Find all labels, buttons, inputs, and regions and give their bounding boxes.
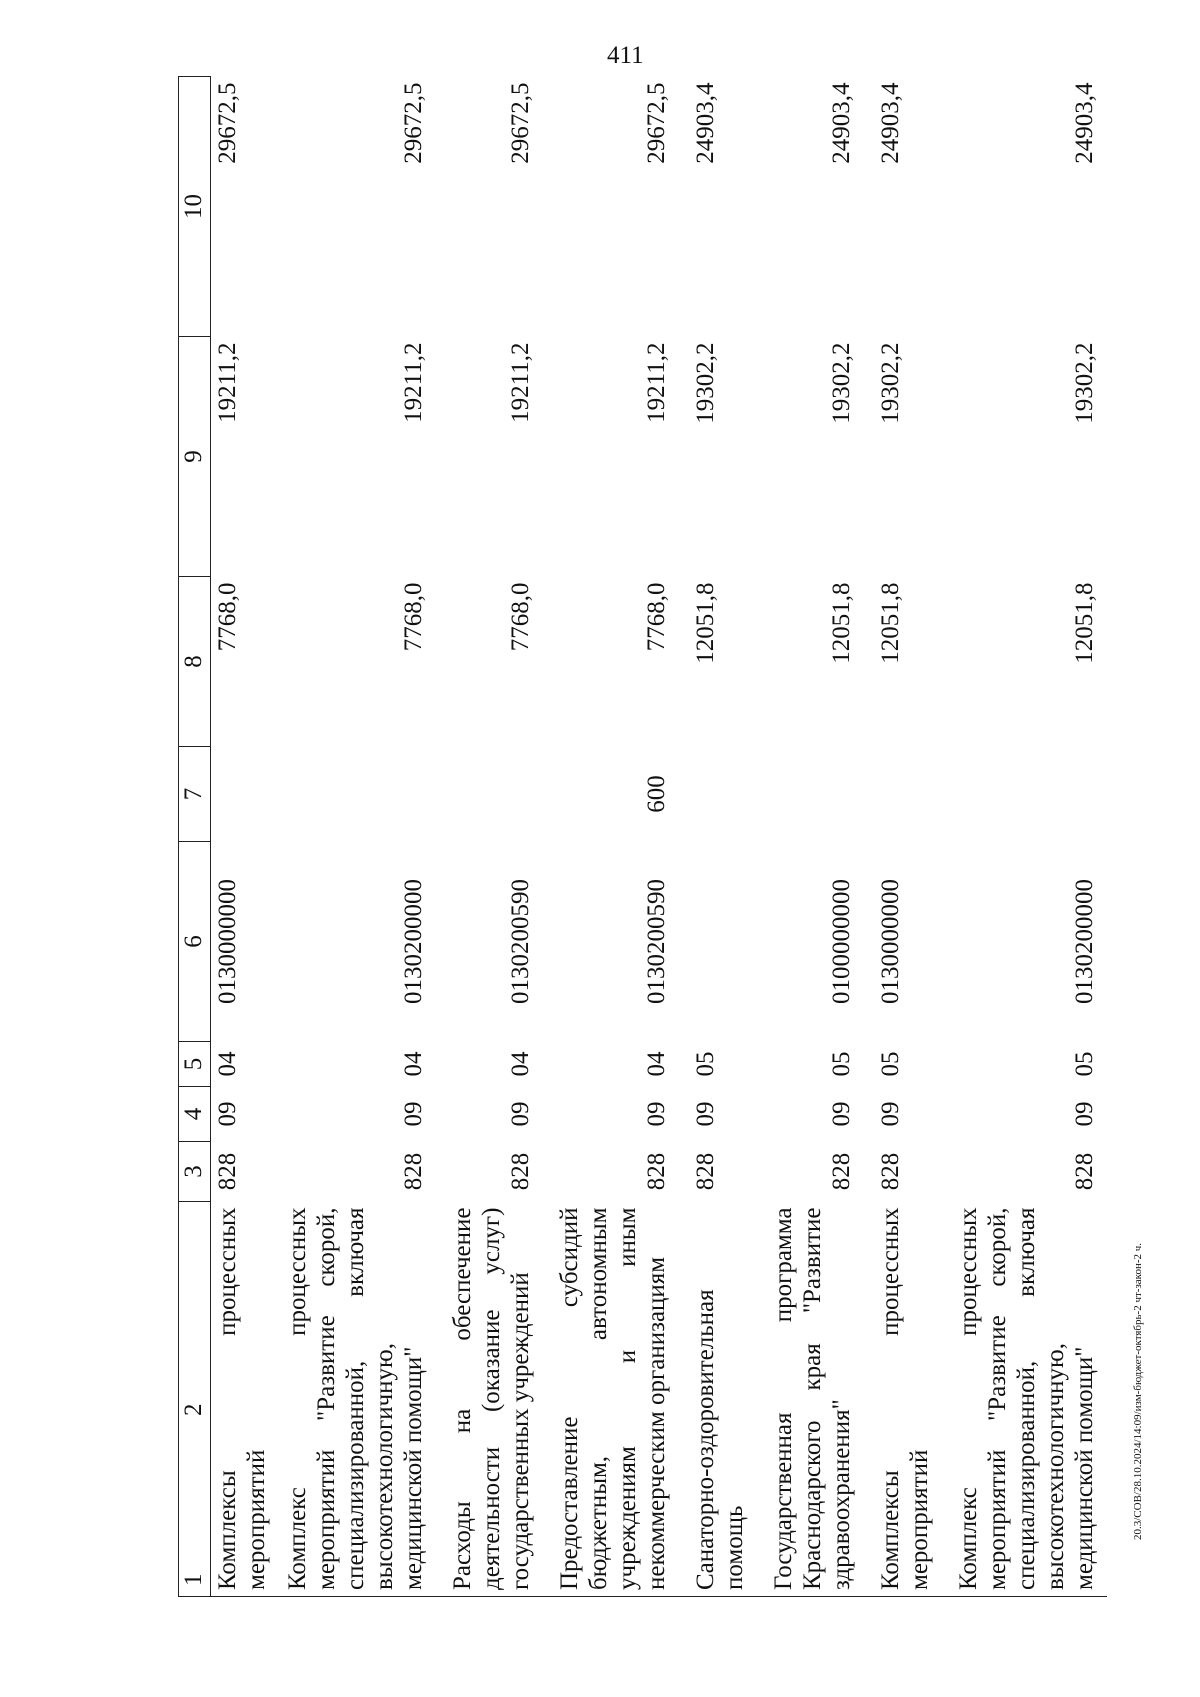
row-name: Комплекс процессных мероприятий "Развитие скорой, специализированной, включая высокотехнологичную, медицинской помощи" <box>271 1202 436 1597</box>
row-col-6: 0130200590 <box>643 879 670 1004</box>
table-row <box>942 77 1107 1597</box>
row-col-9: 19211,2 <box>643 342 670 423</box>
row-col-8: 7768,0 <box>400 582 427 652</box>
row-col-7: 600 <box>643 775 670 813</box>
row-col-4: 09 <box>643 1101 670 1127</box>
row-col-4: 09 <box>507 1101 534 1127</box>
row-col-9: 19211,2 <box>400 342 427 423</box>
header-col-9: 9 <box>179 337 211 577</box>
row-col-3: 828 <box>692 1152 719 1191</box>
table-header <box>179 77 211 1597</box>
row-col-7 <box>211 747 272 842</box>
row-col-7 <box>679 747 757 842</box>
row-col-4: 09 <box>400 1101 427 1127</box>
row-col-3: 828 <box>828 1152 855 1191</box>
row-col-3: 828 <box>877 1152 904 1191</box>
row-col-3: 828 <box>1071 1152 1098 1191</box>
row-col-7 <box>271 747 436 842</box>
row-col-4: 09 <box>828 1101 855 1127</box>
row-name: Предоставление субсидий бюджетным, автономным учреждениям и иным некоммерческим организациям <box>543 1202 679 1597</box>
budget-table <box>178 76 1107 1597</box>
row-col-10: 24903,4 <box>828 82 855 164</box>
table-row <box>271 77 436 1597</box>
row-col-10: 24903,4 <box>1071 82 1098 164</box>
row-col-4: 09 <box>1071 1101 1098 1127</box>
row-col-9: 19302,2 <box>692 342 719 424</box>
row-col-4: 09 <box>214 1101 241 1127</box>
row-col-10: 29672,5 <box>507 82 534 164</box>
header-col-1-label: 1 <box>180 1573 207 1586</box>
row-col-3: 828 <box>214 1152 241 1191</box>
row-col-6 <box>679 842 757 1042</box>
row-col-9: 19302,2 <box>828 342 855 424</box>
row-name: Расходы на обеспечение деятельности (оказание услуг) государственных учреждений <box>436 1202 543 1597</box>
row-col-10: 29672,5 <box>214 82 241 164</box>
row-col-5: 05 <box>877 1051 904 1077</box>
row-name: Комплекс процессных мероприятий "Развитие скорой, специализированной, включая высокотехнологичную, медицинской помощи" <box>942 1202 1107 1597</box>
table-row <box>436 77 543 1597</box>
row-name: Государственная программа Краснодарского края "Развитие здравоохранения" <box>757 1202 864 1597</box>
row-col-6: 0130000000 <box>877 879 904 1004</box>
row-col-6: 0130200590 <box>507 879 534 1004</box>
row-col-7 <box>942 747 1107 842</box>
row-col-10: 24903,4 <box>877 82 904 164</box>
row-col-8: 12051,8 <box>828 582 855 664</box>
table-row <box>543 77 679 1597</box>
header-row <box>179 77 211 1597</box>
row-col-9: 19302,2 <box>1071 342 1098 424</box>
row-col-6: 0130000000 <box>214 879 241 1004</box>
row-col-9: 19211,2 <box>507 342 534 423</box>
row-col-8: 7768,0 <box>507 582 534 652</box>
row-col-5: 04 <box>643 1051 670 1077</box>
header-col-5: 5 <box>179 1042 211 1087</box>
row-col-9: 19302,2 <box>877 342 904 424</box>
row-col-5: 04 <box>400 1051 427 1077</box>
row-col-10: 24903,4 <box>692 82 719 164</box>
header-col-2-label: 2 <box>180 1403 207 1416</box>
row-name: Комплексы процессных мероприятий <box>864 1202 942 1597</box>
table-row <box>757 77 864 1597</box>
row-name: Санаторно-оздоровительная помощь <box>679 1202 757 1597</box>
header-col-4: 4 <box>179 1087 211 1142</box>
document-footer-code: 20.3/СОВ/28.10.2024/14:09/изм-бюджет-октябрь-2 чт-закон-2 ч. <box>1132 1242 1144 1540</box>
row-col-6: 0100000000 <box>828 879 855 1004</box>
row-col-5: 05 <box>692 1051 719 1077</box>
row-col-8: 12051,8 <box>1071 582 1098 664</box>
row-col-5: 05 <box>828 1051 855 1077</box>
row-col-4: 09 <box>877 1101 904 1127</box>
row-col-8: 12051,8 <box>877 582 904 664</box>
header-col-3: 3 <box>179 1142 211 1202</box>
page-number: 411 <box>607 42 644 69</box>
header-col-7: 7 <box>179 747 211 842</box>
row-col-10: 29672,5 <box>400 82 427 164</box>
row-col-7 <box>757 747 864 842</box>
header-col-6: 6 <box>179 842 211 1042</box>
row-col-8: 12051,8 <box>692 582 719 664</box>
row-col-7 <box>436 747 543 842</box>
table-body <box>211 77 1108 1597</box>
row-col-3: 828 <box>643 1152 670 1191</box>
row-col-3: 828 <box>400 1152 427 1191</box>
row-col-4: 09 <box>692 1101 719 1127</box>
row-col-9: 19211,2 <box>214 342 241 423</box>
row-col-5: 04 <box>214 1051 241 1077</box>
row-col-7 <box>864 747 942 842</box>
header-col-10: 10 <box>179 77 211 337</box>
header-col-8: 8 <box>179 577 211 747</box>
row-col-8: 7768,0 <box>643 582 670 652</box>
row-col-5: 05 <box>1071 1051 1098 1077</box>
table-row <box>864 77 942 1597</box>
row-col-10: 29672,5 <box>643 82 670 164</box>
row-name: Комплексы процессных мероприятий <box>211 1202 272 1597</box>
row-col-6: 0130200000 <box>1071 879 1098 1004</box>
rotated-table-container <box>178 77 1098 1597</box>
table-row <box>211 77 272 1597</box>
row-col-3: 828 <box>507 1152 534 1191</box>
row-col-6: 0130200000 <box>400 879 427 1004</box>
header-col-1 <box>179 1202 211 1597</box>
row-col-5: 04 <box>507 1051 534 1077</box>
table-row <box>679 77 757 1597</box>
row-col-8: 7768,0 <box>214 582 241 652</box>
